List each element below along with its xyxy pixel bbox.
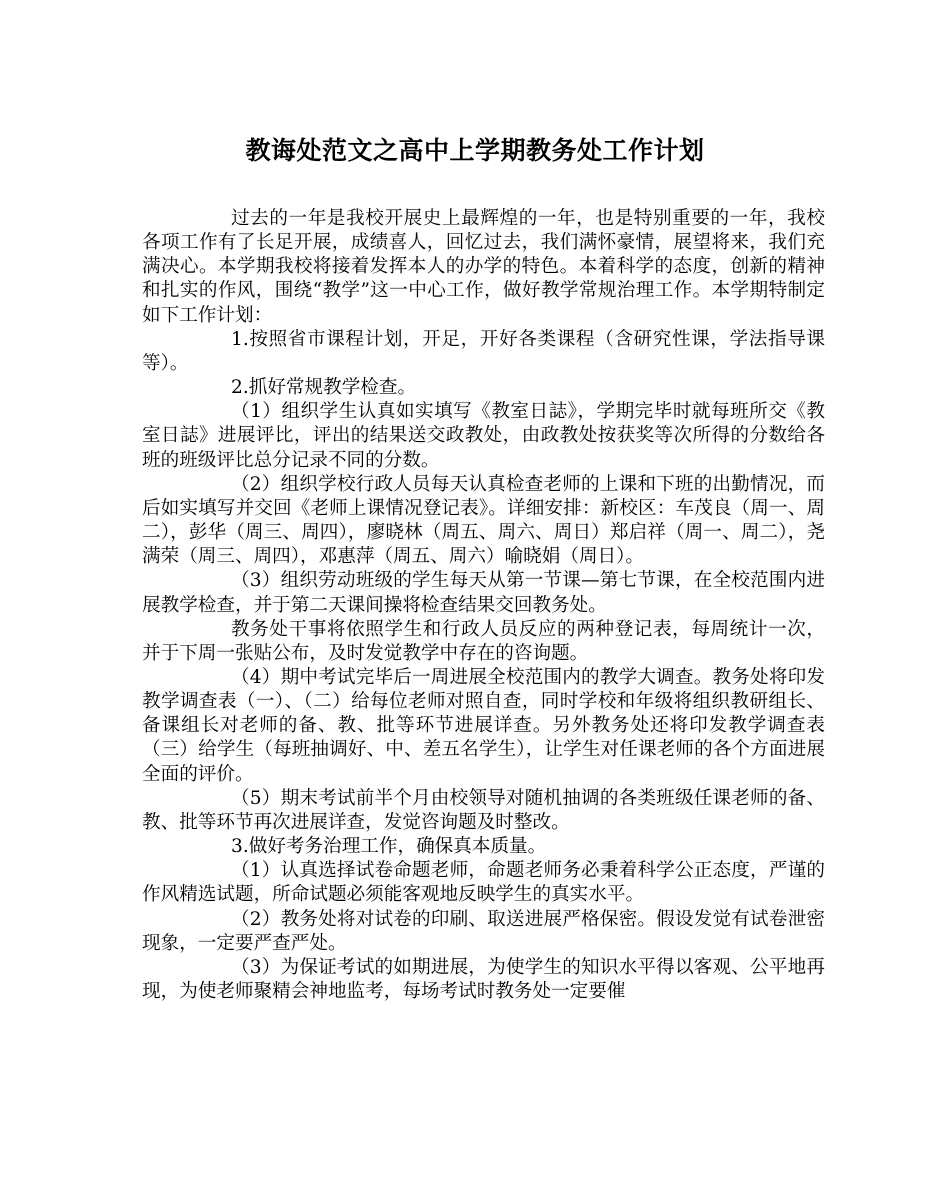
paragraph-item-2-5: （5）期末考试前半个月由校领导对随机抽调的各类班级任课老师的备、教、批等环节再次进展详查，发觉咨询题及时整改。 bbox=[142, 787, 825, 833]
paragraph-item-2-4: （4）期中考试完毕后一周进展全校范围内的教学大调查。教务处将印发教学调查表（一）、（二）给每位老师对照自查，同时学校和年级将组织教研组长、备课组长对老师的备、教、批等环节进展详查。另外教务处还将印发教学调查表（三）给学生（每班抽调好、中、差五名学生），让学生对任课老师的各个方面进展全面的评价。 bbox=[142, 666, 825, 785]
paragraph-item-3: 3.做好考务治理工作，确保真本质量。 bbox=[231, 836, 547, 858]
document-title: 教诲处范文之高中上学期教务处工作计划 bbox=[245, 136, 705, 165]
document-body bbox=[142, 207, 825, 1004]
paragraph-item-3-2: （2）教务处将对试卷的印刷、取送进展严格保密。假设发觉有试卷泄密现象，一定要严查严处。 bbox=[142, 908, 825, 954]
paragraph-item-2-3: （3）组织劳动班级的学生每天从第一节课—第七节课，在全校范围内进展教学检查，并于第二天课间操将检查结果交回教务处。 bbox=[142, 570, 825, 616]
paragraph-item-2-1: （1）组织学生认真如实填写《教室日誌》，学期完毕时就每班所交《教室日誌》进展评比，评出的结果送交政教处，由政教处按获奖等次所得的分数给各班的班级评比总分记录不同的分数。 bbox=[142, 401, 825, 471]
paragraph-item-2-2: （2）组织学校行政人员每天认真检查老师的上课和下班的出勤情况，而后如实填写并交回《老师上课情况登记表》。详细安排：新校区：车茂良（周一、周二），彭华（周三、周四），廖晓林（周五、周六、周日）郑启祥（周一、周二），尧满荣（周三、周四），邓惠萍（周五、周六）喻晓娟（周日）。 bbox=[142, 473, 825, 568]
paragraph-item-3-3: （3）为保证考试的如期进展，为使学生的知识水平得以客观、公平地再现，为使老师聚精会神地监考，每场考试时教务处一定要催 bbox=[142, 956, 825, 1002]
paragraph-item-1: 1.按照省市课程计划，开足，开好各类课程（含研究性课，学法指导课等）。 bbox=[142, 328, 825, 374]
paragraph-item-2: 2.抓好常规教学检查。 bbox=[231, 377, 417, 399]
paragraph-intro: 过去的一年是我校开展史上最辉煌的一年，也是特别重要的一年，我校各项工作有了长足开展，成绩喜人，回忆过去，我们满怀豪情，展望将来，我们充满决心。本学期我校将接着发挥本人的办学的特色。本着科学的态度，创新的精神和扎实的作风，围绕“教学”这一中心工作，做好教学常规治理工作。本学期特制定如下工作计划： bbox=[142, 208, 825, 326]
paragraph-item-3-1: （1）认真选择试卷命题老师，命题老师务必秉着科学公正态度，严谨的作风精选试题，所命试题必须能客观地反映学生的真实水平。 bbox=[142, 860, 825, 906]
paragraph-item-2-note: 教务处干事将依照学生和行政人员反应的两种登记表，每周统计一次，并于下周一张贴公布，及时发觉教学中存在的咨询题。 bbox=[142, 618, 825, 664]
